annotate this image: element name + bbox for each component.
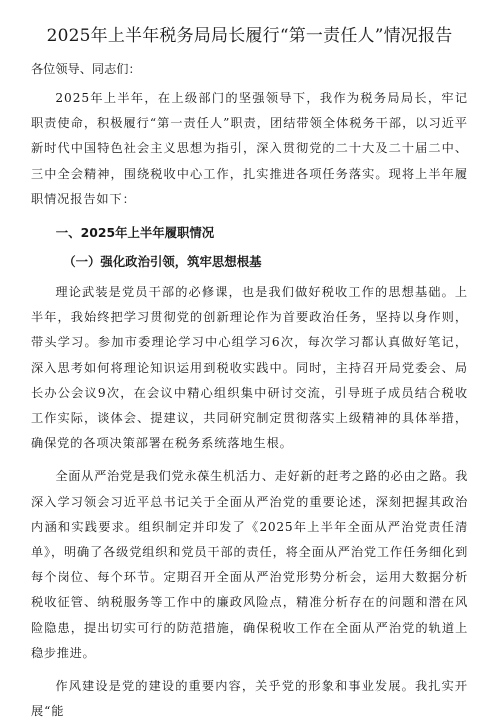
body-paragraph: 作风建设是党的建设的重要内容，关乎党的形象和事业发展。我扎实开展“能 xyxy=(31,679,468,719)
document-title: 2025年上半年税务局局长履行“第一责任人”情况报告 xyxy=(46,26,453,46)
body-paragraph: 理论武装是党员干部的必修课，也是我们做好税收工作的思想基础。上半年，我始终把学习贯彻党的创新理论作为首要政治任务，坚持以身作则，带头学习。参加市委理论学习中心组学习6次，每次学习都认真做好笔记，深入思考如何将理论知识运用到税收实践中。同时，主持召开局党委会、局长办公会议9次，在会议中精心组织集中研讨交流，引导班子成员结合税收工作实际，谈体会、提建议，共同研究制定贯彻落实上级精神的具体举措，确保党的各项决策部署在税务系统落地生根。 xyxy=(31,285,468,451)
subsection-heading: （一）强化政治引领，筑牢思想根基 xyxy=(63,254,262,270)
salutation: 各位领导、同志们： xyxy=(31,62,141,76)
intro-paragraph: 2025年上半年，在上级部门的坚强领导下，我作为税务局局长，牢记职责使命，积极履行“第一责任人”职责，团结带领全体税务干部，以习近平新时代中国特色社会主义思想为指引，深入贯彻党的二十大及二十届二中、三中全会精神，围绕税收中心工作，扎实推进各项任务落实。现将上半年履职情况报告如下： xyxy=(31,91,468,206)
body-paragraph: 全面从严治党是我们党永葆生机活力、走好新的赶考之路的必由之路。我深入学习领会习近平总书记关于全面从严治党的重要论述，深刻把握其政治内涵和实践要求。组织制定并印发了《2025年上半年全面从严治党责任清单》，明确了各级党组织和党员干部的责任，将全面从严治党工作任务细化到每个岗位、每个环节。定期召开全面从严治党形势分析会，运用大数据分析税收征管、纳税服务等工作中的廉政风险点，精准分析存在的问题和潜在风险隐患，提出切实可行的防范措施，确保税收工作在全面从严治党的轨道上稳步推进。 xyxy=(31,469,468,660)
section-heading: 一、2025年上半年履职情况 xyxy=(55,225,215,241)
